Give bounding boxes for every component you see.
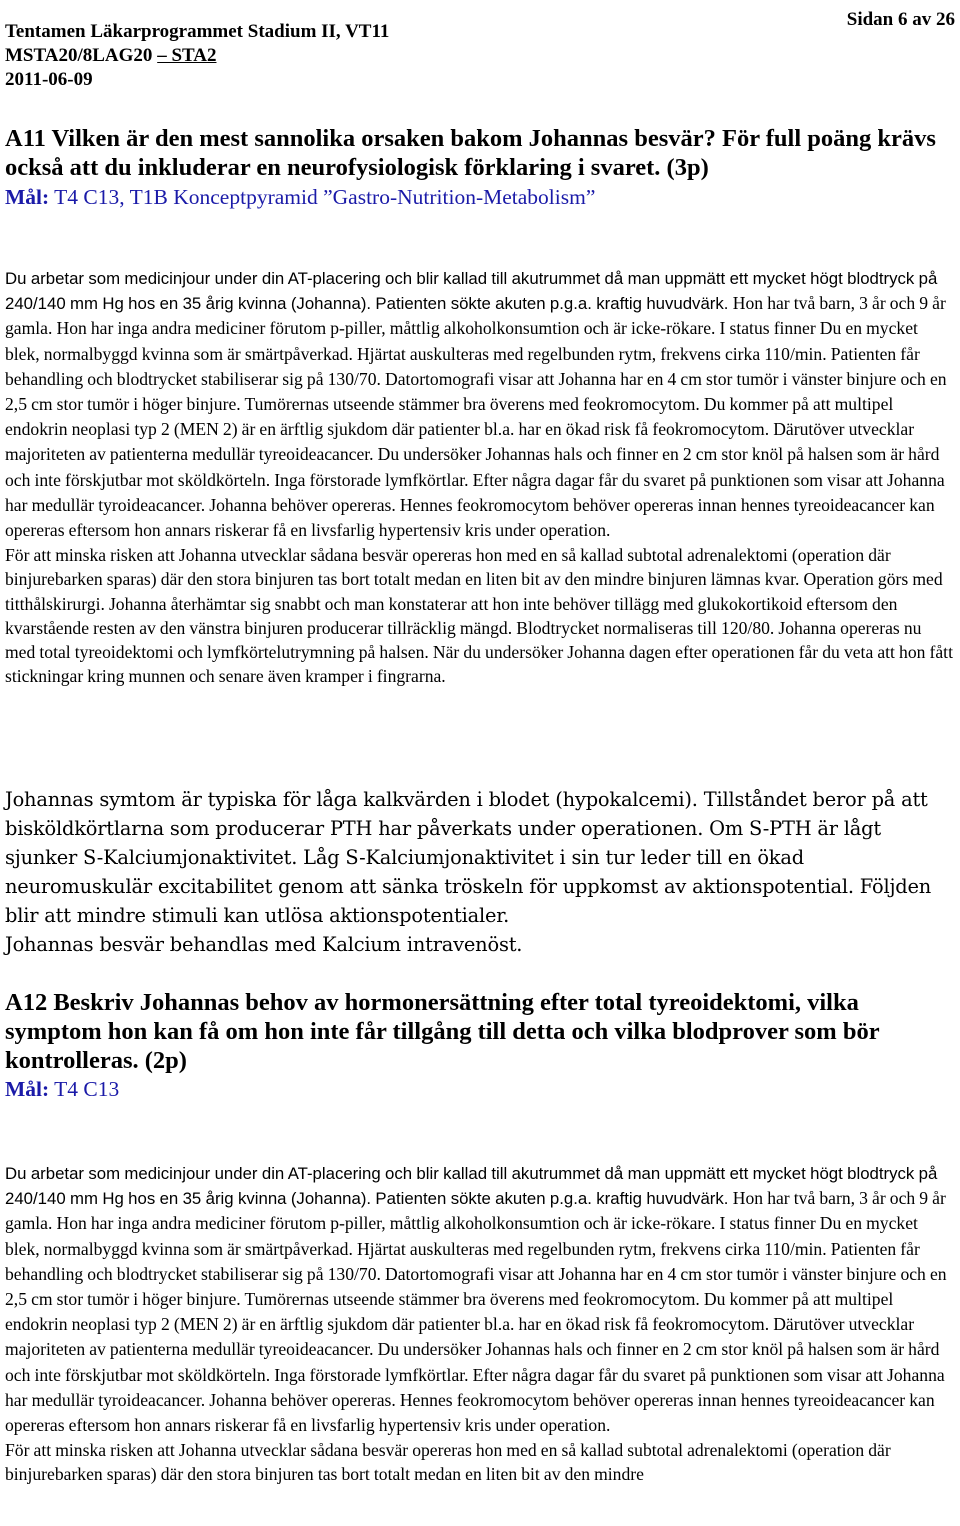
goal-text: T4 C13: [49, 1077, 120, 1101]
answer-paragraph-2: Johannas besvär behandlas med Kalcium intravenöst.: [5, 933, 523, 956]
page-number: Sidan 6 av 26: [846, 9, 955, 30]
goal-label: Mål:: [5, 1077, 50, 1101]
case-paragraph: [5, 267, 955, 543]
page-header: [5, 9, 955, 92]
goal-a12: [5, 1076, 955, 1102]
case-paragraph-2: För att minska risken att Johanna utvecklar sådana besvär opereras hon med en så kallad subtotal adrenalektomi (operation där binjurebarken sparas) där den stora binjuren tas bort totalt medan en liten bit av den mindre: [5, 1440, 891, 1485]
course-code-suffix: – STA2: [157, 45, 217, 66]
answer-paragraph: Johannas symtom är typiska för låga kalkvärden i blodet (hypokalcemi). Tillståndet beror på att bisköldkörtlarna som producerar PTH har påverkats under operationen. Om S-PTH är lågt sjunker S-Kalciumjonaktivitet. Låg S-Kalciumjonaktivitet i sin tur leder till en ökad neuromuskulär excitabilitet genom att sänka tröskeln för uppkomst av aktionspotential. Följden blir att mindre stimuli kan utlösa aktionspotentialer.: [5, 788, 932, 927]
case-intro: Du arbetar som medicinjour under din AT-placering och blir kallad till akutrummet då man uppmätt ett mycket högt blodtryck på 240/140 mm Hg hos en 35 årig kvinna (Johanna). Patienten sökte akuten p.g.a. kraftig huvudvärk.: [5, 269, 938, 314]
case-body: Hon har två barn, 3 år och 9 år gamla. Hon har inga andra mediciner förutom p-piller, måttlig alkoholkonsumtion och är icke-rökare. I status finner Du en mycket blek, normalbyggd kvinna som är smärtpåverkad. Hjärtat auskulteras med regelbunden rytm, frekvens cirka 110/min. Patienten får behandling och blodtrycket stabiliserar sig på 130/70. Datortomografi visar att Johanna har en 4 cm stor tumör i vänster binjure och en 2,5 cm stor tumör i höger binjure. Tumörernas utseende stämmer bra överens med feokromocytom. Du kommer på att multipel endokrin neoplasi typ 2 (MEN 2) är en ärftlig sjukdom där patienter bl.a. har en ökad risk få feokromocytom. Därutöver utvecklar majoriteten av patienterna medullär tyreoideacancer. Du undersöker Johannas hals och finner en 2 cm stor knöl på halsen som är hård och inte förskjutbar mot sköldkörteln. Inga förstorade lymfkörtlar. Efter några dagar får du svaret på punktionen som visar att Johanna har medullär tyroideacancer. Johanna behöver opereras. Hennes feokromocytom behöver opereras innan hennes tyreoideacancer kan opereras eftersom hon annars riskerar få en livsfarlig hypertensiv kris under operation.: [5, 1188, 947, 1436]
case-paragraph-2: För att minska risken att Johanna utvecklar sådana besvär opereras hon med en så kallad subtotal adrenalektomi (operation där binjurebarken sparas) där den stora binjuren tas bort totalt medan en liten bit av den mindre binjuren lämnas kvar. Operation görs med titthålskirurgi. Johanna återhämtar sig snabbt och man konstaterar att hon inte behöver tillägg med glukokortikoid eftersom den kvarstående resten av den vänstra binjuren producerar tillräcklig mängd. Blodtrycket normaliseras till 120/80. Johanna opereras nu med total tyreoidektomi och lymfkörtelutrymning på halsen. När du undersöker Johanna dagen efter operationen får du veta att hon fått stickningar kring munnen och senare även kramper i fingrarna.: [5, 545, 953, 687]
question-a11: A11 Vilken är den mest sannolika orsaken bakom Johannas besvär? För full poäng krävs också att du inkluderar en neurofysiologisk förklaring i svaret. (3p): [5, 125, 936, 181]
case-paragraph: [5, 1162, 955, 1438]
case-text-a12: [5, 1162, 955, 1487]
goal-label: Mål:: [5, 185, 50, 209]
course-code-prefix: MSTA20/8LAG20: [5, 45, 158, 66]
goal-a11: [5, 184, 955, 210]
exam-title-text: Tentamen Läkarprogrammet Stadium II, VT11: [5, 21, 390, 42]
goal-text: T4 C13, T1B Konceptpyramid ”Gastro-Nutrition-Metabolism”: [49, 185, 596, 209]
question-a12: A12 Beskriv Johannas behov av hormonersättning efter total tyreoidektomi, vilka symptom hon kan få om hon inte får tillgång till detta och vilka blodprover som bör kontrolleras. (2p): [5, 989, 880, 1074]
course-code: [5, 44, 955, 68]
answer-a11: [5, 785, 955, 959]
case-intro: Du arbetar som medicinjour under din AT-placering och blir kallad till akutrummet då man uppmätt ett mycket högt blodtryck på 240/140 mm Hg hos en 35 årig kvinna (Johanna). Patienten sökte akuten p.g.a. kraftig huvudvärk.: [5, 1164, 938, 1209]
case-body: Hon har två barn, 3 år och 9 år gamla. Hon har inga andra mediciner förutom p-piller, måttlig alkoholkonsumtion och är icke-rökare. I status finner Du en mycket blek, normalbyggd kvinna som är smärtpåverkad. Hjärtat auskulteras med regelbunden rytm, frekvens cirka 110/min. Patienten får behandling och blodtrycket stabiliserar sig på 130/70. Datortomografi visar att Johanna har en 4 cm stor tumör i vänster binjure och en 2,5 cm stor tumör i höger binjure. Tumörernas utseende stämmer bra överens med feokromocytom. Du kommer på att multipel endokrin neoplasi typ 2 (MEN 2) är en ärftlig sjukdom där patienter bl.a. har en ökad risk få feokromocytom. Därutöver utvecklar majoriteten av patienterna medullär tyreoideacancer. Du undersöker Johannas hals och finner en 2 cm stor knöl på halsen som är hård och inte förskjutbar mot sköldkörteln. Inga förstorade lymfkörtlar. Efter några dagar får du svaret på punktionen som visar att Johanna har medullär tyroideacancer. Johanna behöver opereras. Hennes feokromocytom behöver opereras innan hennes tyreoideacancer kan opereras eftersom hon annars riskerar få en livsfarlig hypertensiv kris under operation.: [5, 293, 947, 541]
exam-title: [5, 9, 955, 44]
case-text-a11: [5, 267, 955, 688]
exam-date: 2011-06-09: [5, 69, 93, 90]
